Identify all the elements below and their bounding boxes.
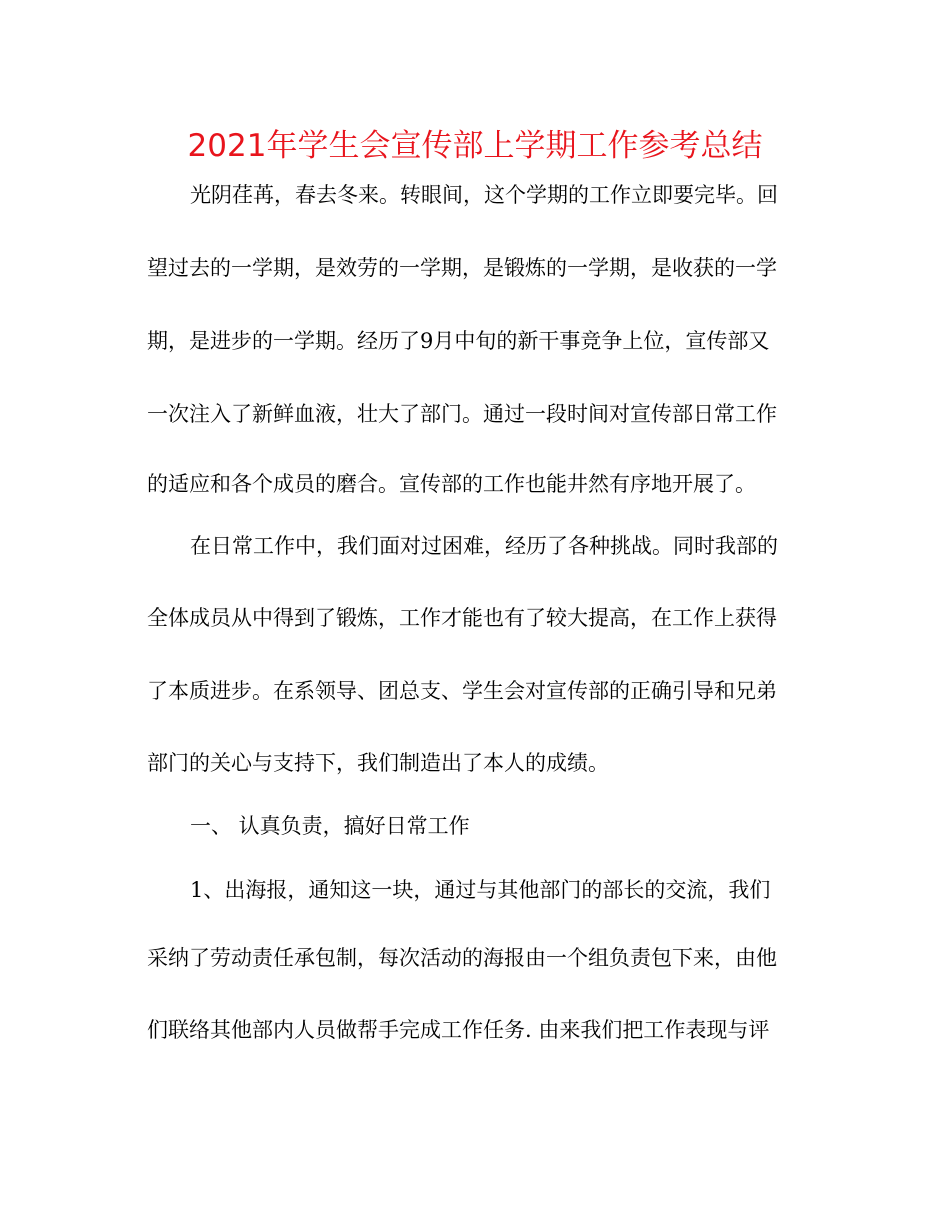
- paragraph-line: 采纳了劳动责任承包制，每次活动的海报由一个组负责包下来，由他: [147, 946, 777, 970]
- paragraph-line: 在日常工作中，我们面对过困难，经历了各种挑战。同时我部的: [190, 534, 778, 558]
- paragraph-line: 期，是进步的一学期。经历了9月中旬的新干事竞争上位，宣传部又: [147, 329, 770, 353]
- paragraph-line: 部门的关心与支持下，我们制造出了本人的成绩。: [147, 751, 609, 775]
- paragraph-line: 全体成员从中得到了锻炼，工作才能也有了较大提高，在工作上获得: [147, 606, 777, 630]
- section-heading: 一、 认真负责，搞好日常工作: [190, 814, 470, 838]
- paragraph-line: 望过去的一学期，是效劳的一学期，是锻炼的一学期，是收获的一学: [147, 256, 777, 280]
- paragraph-line: 了本质进步。在系领导、团总支、学生会对宣传部的正确引导和兄弟: [147, 679, 777, 703]
- paragraph-line: 一次注入了新鲜血液，壮大了部门。通过一段时间对宣传部日常工作: [147, 402, 777, 426]
- paragraph-line: 们联络其他部内人员做帮手完成工作任务. 由来我们把工作表现与评: [147, 1018, 770, 1042]
- paragraph-line: 光阴荏苒，春去冬来。转眼间，这个学期的工作立即要完毕。回: [190, 183, 778, 207]
- paragraph-line: 的适应和各个成员的磨合。宣传部的工作也能井然有序地开展了。: [147, 472, 756, 496]
- paragraph-line: 1、出海报，通知这一块，通过与其他部门的部长的交流，我们: [190, 878, 771, 902]
- document-title: 2021年学生会宣传部上学期工作参考总结: [187, 128, 763, 164]
